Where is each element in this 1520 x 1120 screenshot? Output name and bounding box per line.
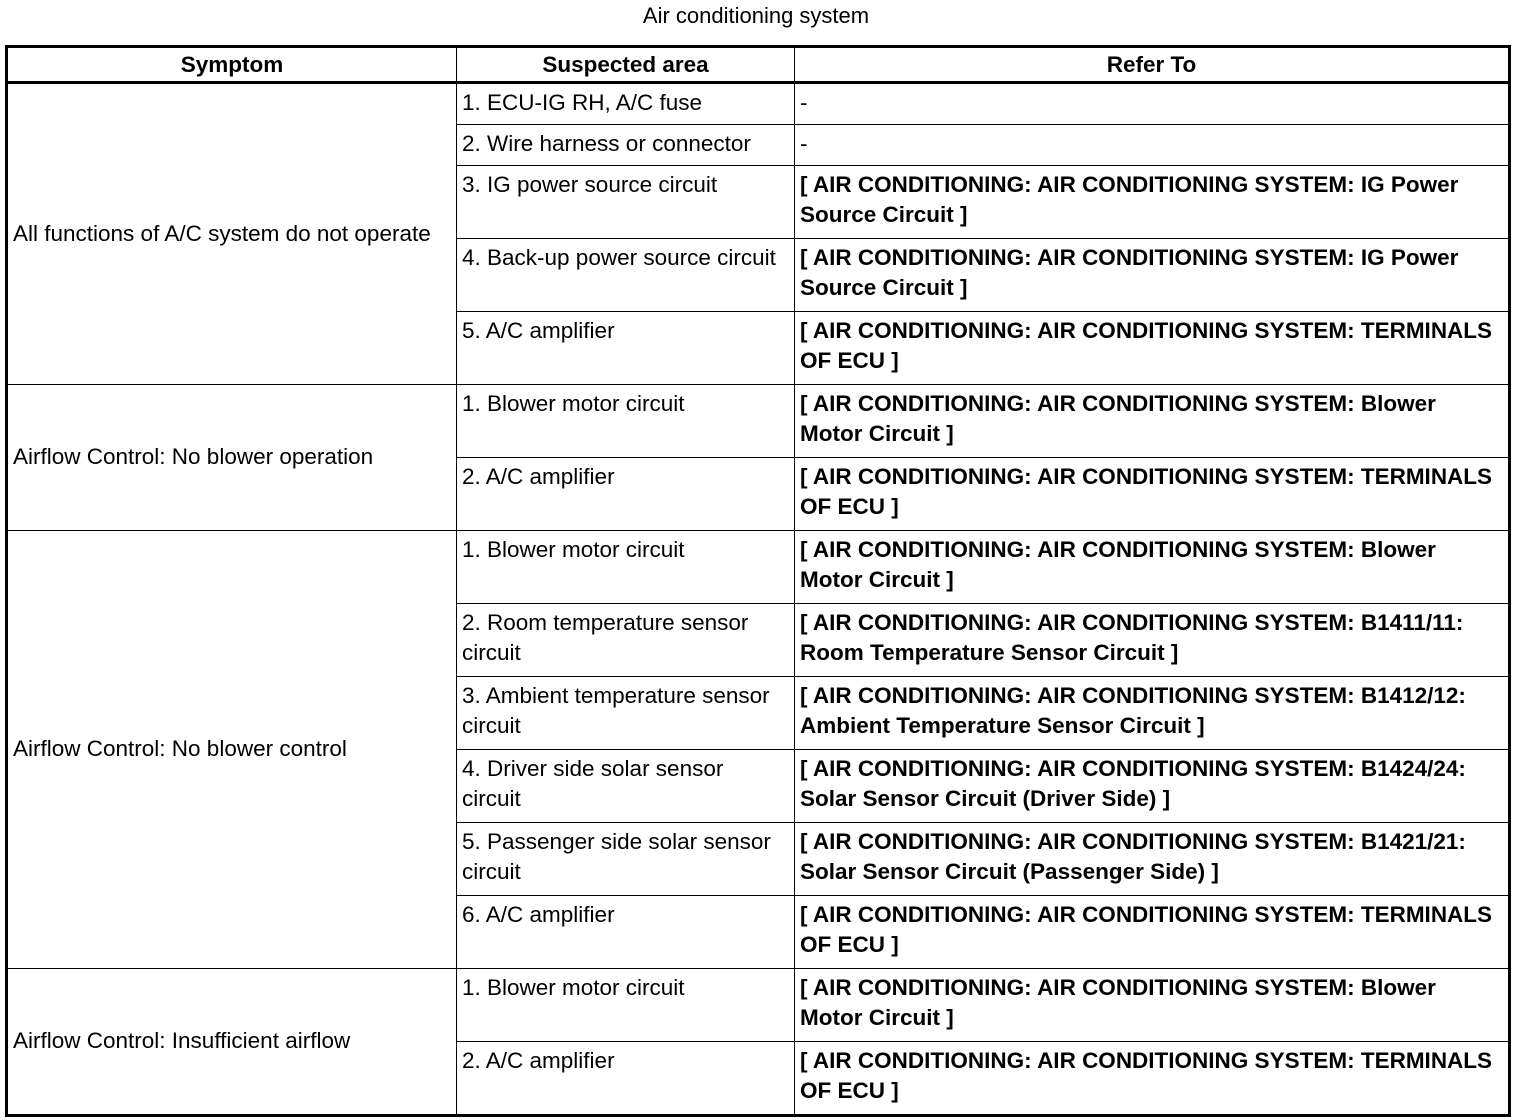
suspected-area-cell: 3. IG power source circuit <box>457 166 795 239</box>
symptom-table <box>5 45 1511 1117</box>
symptom-cell: Airflow Control: Insufficient airflow <box>7 969 457 1116</box>
suspected-area-cell: 2. Room temperature sensor circuit <box>457 604 795 677</box>
suspected-area-cell: 1. Blower motor circuit <box>457 385 795 458</box>
table-row <box>7 385 1510 458</box>
refer-to-link[interactable]: [ AIR CONDITIONING: AIR CONDITIONING SYSTEM: B1412/12: Ambient Temperature Sensor Circuit ] <box>795 677 1510 750</box>
refer-to-link[interactable]: [ AIR CONDITIONING: AIR CONDITIONING SYSTEM: B1424/24: Solar Sensor Circuit (Driver Side) ] <box>795 750 1510 823</box>
refer-to-link[interactable]: [ AIR CONDITIONING: AIR CONDITIONING SYSTEM: IG Power Source Circuit ] <box>795 239 1510 312</box>
table-row <box>7 969 1510 1042</box>
suspected-area-cell: 4. Driver side solar sensor circuit <box>457 750 795 823</box>
refer-to-link[interactable]: [ AIR CONDITIONING: AIR CONDITIONING SYSTEM: TERMINALS OF ECU ] <box>795 896 1510 969</box>
table-row <box>7 83 1510 125</box>
refer-to-link: - <box>795 125 1510 166</box>
refer-to-link[interactable]: [ AIR CONDITIONING: AIR CONDITIONING SYSTEM: Blower Motor Circuit ] <box>795 385 1510 458</box>
suspected-area-cell: 4. Back-up power source circuit <box>457 239 795 312</box>
refer-to-link[interactable]: [ AIR CONDITIONING: AIR CONDITIONING SYSTEM: IG Power Source Circuit ] <box>795 166 1510 239</box>
refer-to-link[interactable]: [ AIR CONDITIONING: AIR CONDITIONING SYSTEM: TERMINALS OF ECU ] <box>795 458 1510 531</box>
suspected-area-cell: 5. Passenger side solar sensor circuit <box>457 823 795 896</box>
suspected-area-cell: 1. ECU-IG RH, A/C fuse <box>457 83 795 125</box>
symptom-cell: All functions of A/C system do not operate <box>7 83 457 385</box>
header-suspected-area: Suspected area <box>457 47 795 83</box>
refer-to-link: - <box>795 83 1510 125</box>
refer-to-link[interactable]: [ AIR CONDITIONING: AIR CONDITIONING SYSTEM: Blower Motor Circuit ] <box>795 531 1510 604</box>
suspected-area-cell: 1. Blower motor circuit <box>457 531 795 604</box>
symptom-cell: Airflow Control: No blower operation <box>7 385 457 531</box>
suspected-area-cell: 3. Ambient temperature sensor circuit <box>457 677 795 750</box>
header-row <box>7 47 1510 83</box>
refer-to-link[interactable]: [ AIR CONDITIONING: AIR CONDITIONING SYSTEM: TERMINALS OF ECU ] <box>795 1042 1510 1116</box>
suspected-area-cell: 1. Blower motor circuit <box>457 969 795 1042</box>
refer-to-link[interactable]: [ AIR CONDITIONING: AIR CONDITIONING SYSTEM: B1421/21: Solar Sensor Circuit (Passenger Side) ] <box>795 823 1510 896</box>
suspected-area-cell: 2. A/C amplifier <box>457 458 795 531</box>
table-row <box>7 531 1510 604</box>
header-refer-to: Refer To <box>795 47 1510 83</box>
refer-to-link[interactable]: [ AIR CONDITIONING: AIR CONDITIONING SYSTEM: TERMINALS OF ECU ] <box>795 312 1510 385</box>
header-symptom: Symptom <box>7 47 457 83</box>
suspected-area-cell: 6. A/C amplifier <box>457 896 795 969</box>
symptom-cell: Airflow Control: No blower control <box>7 531 457 969</box>
suspected-area-cell: 2. Wire harness or connector <box>457 125 795 166</box>
refer-to-link[interactable]: [ AIR CONDITIONING: AIR CONDITIONING SYSTEM: Blower Motor Circuit ] <box>795 969 1510 1042</box>
refer-to-link[interactable]: [ AIR CONDITIONING: AIR CONDITIONING SYSTEM: B1411/11: Room Temperature Sensor Circuit ] <box>795 604 1510 677</box>
suspected-area-cell: 5. A/C amplifier <box>457 312 795 385</box>
page-title: Air conditioning system <box>642 3 870 28</box>
suspected-area-cell: 2. A/C amplifier <box>457 1042 795 1116</box>
